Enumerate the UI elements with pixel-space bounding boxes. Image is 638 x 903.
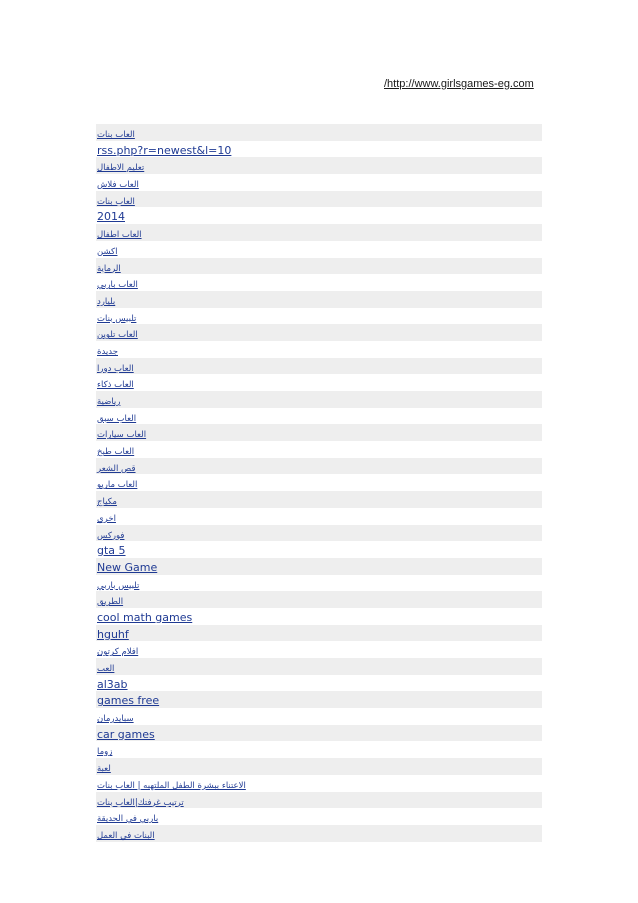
link-item[interactable]: hguhf <box>97 627 129 641</box>
link-row <box>96 541 542 558</box>
link-item[interactable]: العاب اطفال <box>97 230 142 241</box>
link-row <box>96 708 542 725</box>
link-item[interactable]: 2014 <box>97 210 125 224</box>
link-item[interactable]: تعليم الاطفال <box>97 163 145 174</box>
link-item[interactable]: فوركس <box>97 530 125 541</box>
link-item[interactable]: اكشن <box>97 246 118 257</box>
link-row <box>96 141 542 158</box>
link-item[interactable]: العاب فلاش <box>97 180 139 191</box>
link-item[interactable]: rss.php?r=newest&l=10 <box>97 143 232 157</box>
link-item[interactable]: باربي في الحديقة <box>97 814 159 825</box>
link-row <box>96 441 542 458</box>
link-item[interactable]: الطريق <box>97 597 124 608</box>
link-item[interactable]: تلبيس باربي <box>97 580 140 591</box>
link-row <box>96 658 542 675</box>
link-row <box>96 157 542 174</box>
link-row <box>96 424 542 441</box>
link-item[interactable]: New Game <box>97 560 158 574</box>
link-row <box>96 458 542 475</box>
link-item[interactable]: العاب دورا <box>97 363 134 374</box>
link-row <box>96 241 542 258</box>
link-item[interactable]: رياضية <box>97 397 121 407</box>
link-row <box>96 675 542 692</box>
link-item[interactable]: العاب سبق <box>97 413 137 424</box>
link-row <box>96 775 542 792</box>
link-item[interactable]: سبايدرمان <box>97 714 134 725</box>
link-item[interactable]: جديدة <box>97 346 118 357</box>
link-row <box>96 191 542 208</box>
link-row <box>96 491 542 508</box>
link-row <box>96 525 542 542</box>
link-item[interactable]: العاب ماريو <box>97 480 138 491</box>
link-row <box>96 258 542 275</box>
link-item[interactable]: العاب بنات <box>97 196 135 207</box>
link-row <box>96 358 542 375</box>
link-item[interactable]: العاب باربي <box>97 280 138 291</box>
link-row <box>96 291 542 308</box>
link-row <box>96 341 542 358</box>
link-row <box>96 792 542 809</box>
link-item[interactable]: قص الشعر <box>97 463 136 474</box>
link-item[interactable]: مكياج <box>97 497 117 508</box>
link-row <box>96 691 542 708</box>
link-row <box>96 608 542 625</box>
link-row <box>96 207 542 224</box>
link-row <box>96 224 542 241</box>
link-row <box>96 558 542 575</box>
link-item[interactable]: al3ab <box>97 677 128 691</box>
link-row <box>96 508 542 525</box>
link-row <box>96 408 542 425</box>
link-row <box>96 591 542 608</box>
link-row <box>96 274 542 291</box>
link-list <box>96 124 542 842</box>
link-row <box>96 474 542 491</box>
link-row <box>96 825 542 842</box>
link-row <box>96 741 542 758</box>
link-item[interactable]: games free <box>97 694 160 708</box>
link-item[interactable]: العب <box>97 664 115 674</box>
link-row <box>96 374 542 391</box>
link-item[interactable]: ترتيب غرفتك|العاب بنات <box>97 797 184 808</box>
link-row <box>96 124 542 141</box>
link-item[interactable]: العاب سيارات <box>97 430 147 441</box>
link-item[interactable]: بليارد <box>97 296 116 307</box>
link-row <box>96 575 542 592</box>
link-row <box>96 808 542 825</box>
link-item[interactable]: العاب تلوين <box>97 330 138 341</box>
link-row <box>96 641 542 658</box>
link-item[interactable]: افلام كرتون <box>97 647 139 658</box>
link-item[interactable]: اخري <box>97 513 116 524</box>
link-item[interactable]: تلبيس بنات <box>97 313 137 324</box>
link-item[interactable]: gta 5 <box>97 544 126 558</box>
link-item[interactable]: العاب بنات <box>97 130 135 140</box>
link-item[interactable]: العاب طبخ <box>97 447 135 458</box>
link-row <box>96 324 542 341</box>
link-row <box>96 625 542 642</box>
link-item[interactable]: لعبة <box>97 764 111 775</box>
link-item[interactable]: العاب ذكاء <box>97 380 134 391</box>
link-row <box>96 174 542 191</box>
site-url-link[interactable]: /http://www.girlsgames-eg.com <box>384 78 534 90</box>
link-row <box>96 758 542 775</box>
link-item[interactable]: زوما <box>97 747 113 758</box>
link-row <box>96 725 542 742</box>
link-item[interactable]: البنات في العمل <box>97 830 155 841</box>
link-row <box>96 308 542 325</box>
link-item[interactable]: car games <box>97 727 155 741</box>
link-item[interactable]: الرماية <box>97 263 121 274</box>
link-row <box>96 391 542 408</box>
link-item[interactable]: cool math games <box>97 610 193 624</box>
link-item[interactable]: الاعتناء ببشرة الطفل الملتهبه | العاب بنات <box>97 780 246 791</box>
